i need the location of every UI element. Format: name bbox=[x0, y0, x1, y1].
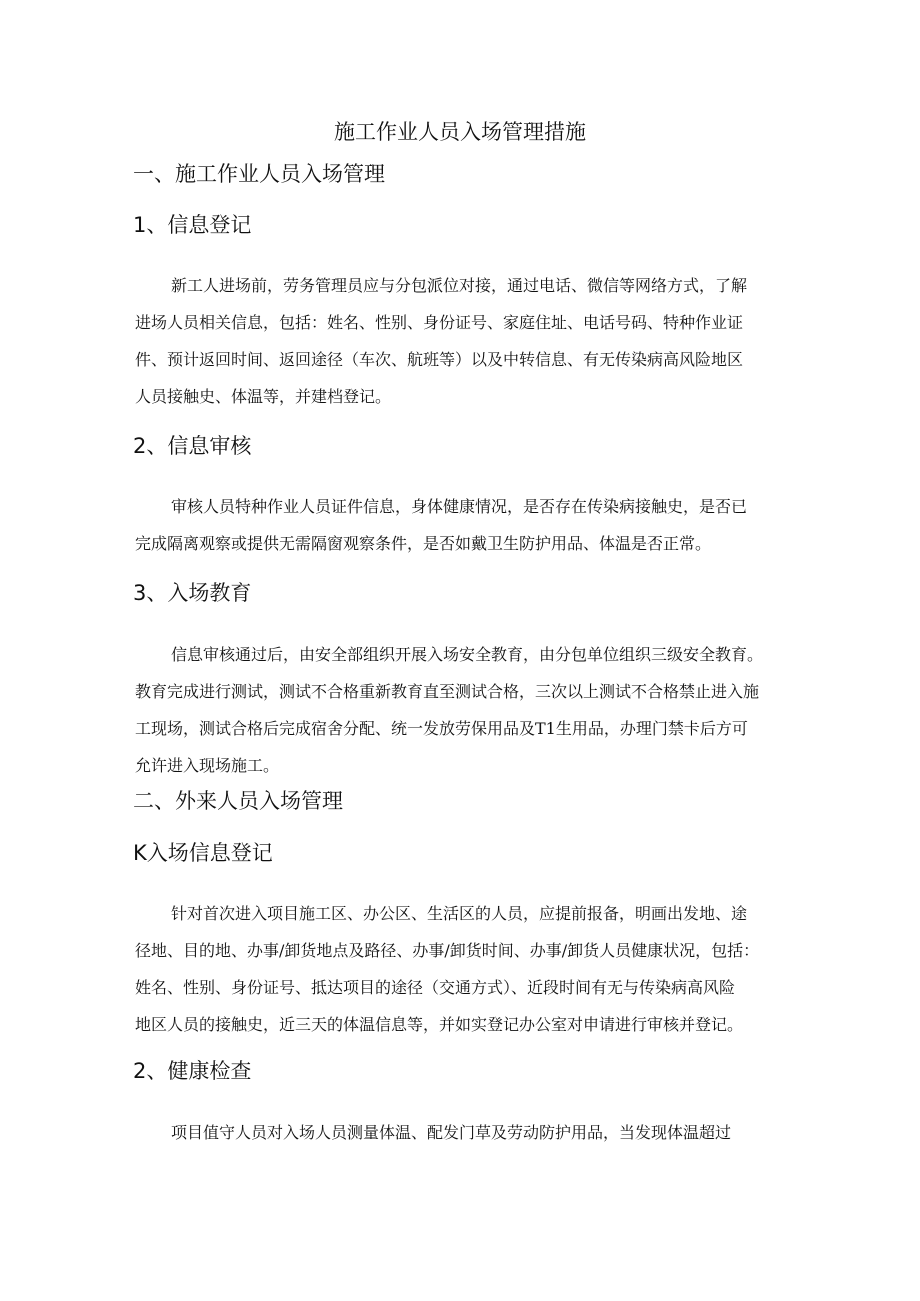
paragraph-line: 人员接触史、体温等，并建档登记。 bbox=[135, 387, 392, 406]
subsection-heading-1-1: 1、信息登记 bbox=[133, 213, 252, 237]
subsection-heading-2-2: 2、健康检查 bbox=[133, 1059, 252, 1083]
paragraph-line: 工现场，测试合格后完成宿舍分配、统一发放劳保用品及T1生用品，办理门禁卡后方可 bbox=[135, 719, 748, 738]
subsection-heading-1-3: 3、入场教育 bbox=[133, 581, 252, 605]
paragraph-line: 进场人员相关信息，包括：姓名、性别、身份证号、家庭住址、电话号码、特种作业证 bbox=[135, 313, 744, 332]
paragraph-1-1 bbox=[135, 267, 785, 415]
paragraph-line: 信息审核通过后，由安全部组织开展入场安全教育，由分包单位组织三级安全教育。 bbox=[171, 645, 764, 664]
section-heading-2: 二、外来人员入场管理 bbox=[133, 789, 343, 813]
paragraph-line: 教育完成进行测试，测试不合格重新教育直至测试合格，三次以上测试不合格禁止进入施 bbox=[135, 682, 760, 701]
section-heading-1: 一、施工作业人员入场管理 bbox=[133, 162, 385, 186]
paragraph-line: 允许进入现场施工。 bbox=[135, 756, 280, 775]
paragraph-line: 径地、目的地、办事/卸货地点及路径、办事/卸货时间、办事/卸货人员健康状况，包括： bbox=[135, 941, 760, 960]
paragraph-line: 件、预计返回时间、返回途径（车次、航班等）以及中转信息、有无传染病高风险地区 bbox=[135, 350, 744, 369]
paragraph-1-3 bbox=[135, 636, 785, 784]
paragraph-line: 姓名、性别、身份证号、抵达项目的途径（交通方式）、近段时间有无与传染病高风险 bbox=[135, 978, 736, 997]
paragraph-line: 审核人员特种作业人员证件信息，身体健康情况，是否存在传染病接触史，是否已 bbox=[171, 497, 748, 516]
subsection-heading-1-2: 2、信息审核 bbox=[133, 434, 252, 458]
paragraph-2-2 bbox=[135, 1114, 785, 1151]
paragraph-line: 地区人员的接触史，近三天的体温信息等，并如实登记办公室对申请进行审核并登记。 bbox=[135, 1015, 744, 1034]
paragraph-line: 针对首次进入项目施工区、办公区、生活区的人员，应提前报备，明画出发地、途 bbox=[171, 904, 748, 923]
document-title: 施工作业人员入场管理措施 bbox=[334, 120, 586, 144]
paragraph-2-1 bbox=[135, 895, 785, 1043]
paragraph-1-2 bbox=[135, 488, 785, 562]
subsection-heading-2-1: K入场信息登记 bbox=[133, 841, 273, 865]
paragraph-line: 完成隔离观察或提供无需隔窗观察条件，是否如戴卫生防护用品、体温是否正常。 bbox=[135, 534, 712, 553]
paragraph-line: 新工人进场前，劳务管理员应与分包派位对接，通过电话、微信等网络方式，了解 bbox=[171, 276, 748, 295]
paragraph-line: 项目值守人员对入场人员测量体温、配发门草及劳动防护用品，当发现体温超过 bbox=[171, 1123, 732, 1142]
